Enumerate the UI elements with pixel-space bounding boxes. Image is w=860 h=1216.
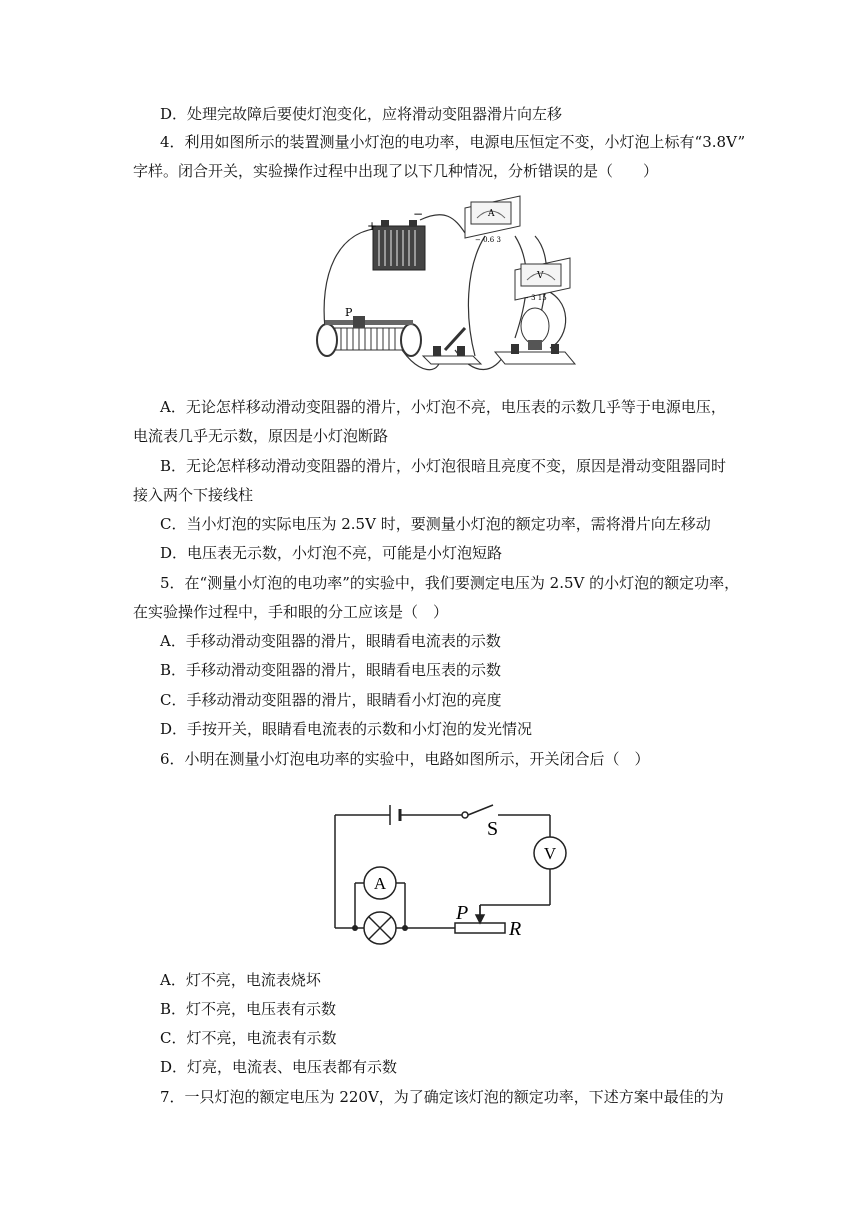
q4-option-b-line2: 接入两个下接线柱	[133, 486, 254, 504]
lamp	[495, 308, 575, 364]
q5-stem-line1: 5．在“测量小灯泡的电功率”的实验中，我们要测定电压为 2.5V 的小灯泡的额定功率，	[160, 574, 740, 592]
voltmeter-terminals: − 3 15	[523, 294, 547, 302]
q5-stem-line2: 在实验操作过程中，手和眼的分工应该是（ ）	[133, 603, 449, 621]
voltmeter-label: V	[543, 844, 557, 863]
q7-stem-line1: 7．一只灯泡的额定电压为 220V，为了确定该灯泡的额定功率，下述方案中最佳的为	[160, 1088, 724, 1106]
q4-option-c: C．当小灯泡的实际电压为 2.5V 时，要测量小灯泡的额定功率，需将滑片向左移动	[160, 515, 711, 533]
q4-option-a-line1: A．无论怎样移动滑动变阻器的滑片，小灯泡不亮，电压表的示数几乎等于电源电压，	[160, 398, 726, 416]
battery-plus-label: +	[367, 219, 378, 233]
switch-pivot	[462, 812, 468, 818]
q6-stem: 6．小明在测量小灯泡电功率的实验中，电路如图所示，开关闭合后（ ）	[160, 750, 650, 768]
lamp-symbol	[364, 912, 396, 944]
q4-option-b-line1: B．无论怎样移动滑动变阻器的滑片，小灯泡很暗且亮度不变，原因是滑动变阻器同时	[160, 457, 727, 475]
ammeter-label: A	[373, 874, 387, 893]
q4-apparatus-figure	[305, 188, 585, 388]
q4-stem-line1: 4．利用如图所示的装置测量小灯泡的电功率，电源电压恒定不变，小灯泡上标有“3.8V”	[160, 133, 746, 151]
ammeter-letter: A	[488, 209, 495, 219]
ammeter-terminals: − 0.6 3	[475, 236, 501, 244]
slider-label: P	[456, 902, 469, 924]
rheostat	[317, 316, 421, 356]
q6-circuit-diagram	[325, 795, 575, 950]
q6-option-b: B．灯不亮，电压表有示数	[160, 1000, 337, 1018]
switch-label: S	[487, 818, 499, 840]
q6-option-c: C．灯不亮，电流表有示数	[160, 1029, 337, 1047]
q4-option-d: D．电压表无示数，小灯泡不亮，可能是小灯泡短路	[160, 544, 503, 562]
q5-option-a: A．手移动滑动变阻器的滑片，眼睛看电流表的示数	[160, 632, 501, 650]
voltmeter-letter: V	[537, 271, 544, 281]
q6-option-a: A．灯不亮，电流表烧坏	[160, 971, 321, 989]
q5-option-d: D．手按开关，眼睛看电流表的示数和小灯泡的发光情况	[160, 720, 533, 738]
q5-option-b: B．手移动滑动变阻器的滑片，眼睛看电压表的示数	[160, 661, 502, 679]
q6-option-d: D．灯亮，电流表、电压表都有示数	[160, 1058, 398, 1076]
q4-stem-line2: 字样。闭合开关，实验操作过程中出现了以下几种情况，分析错误的是（ ）	[133, 162, 659, 180]
battery	[373, 220, 425, 270]
q4-option-a-line2: 电流表几乎无示数，原因是小灯泡断路	[133, 427, 389, 445]
q3-option-d: D．处理完故障后要使灯泡变化，应将滑动变阻器滑片向左移	[160, 105, 563, 123]
rheostat-p-label: P	[345, 306, 353, 319]
q5-option-c: C．手移动滑动变阻器的滑片，眼睛看小灯泡的亮度	[160, 691, 502, 709]
resistor-label: R	[509, 918, 522, 940]
battery-minus-label: −	[413, 207, 424, 221]
